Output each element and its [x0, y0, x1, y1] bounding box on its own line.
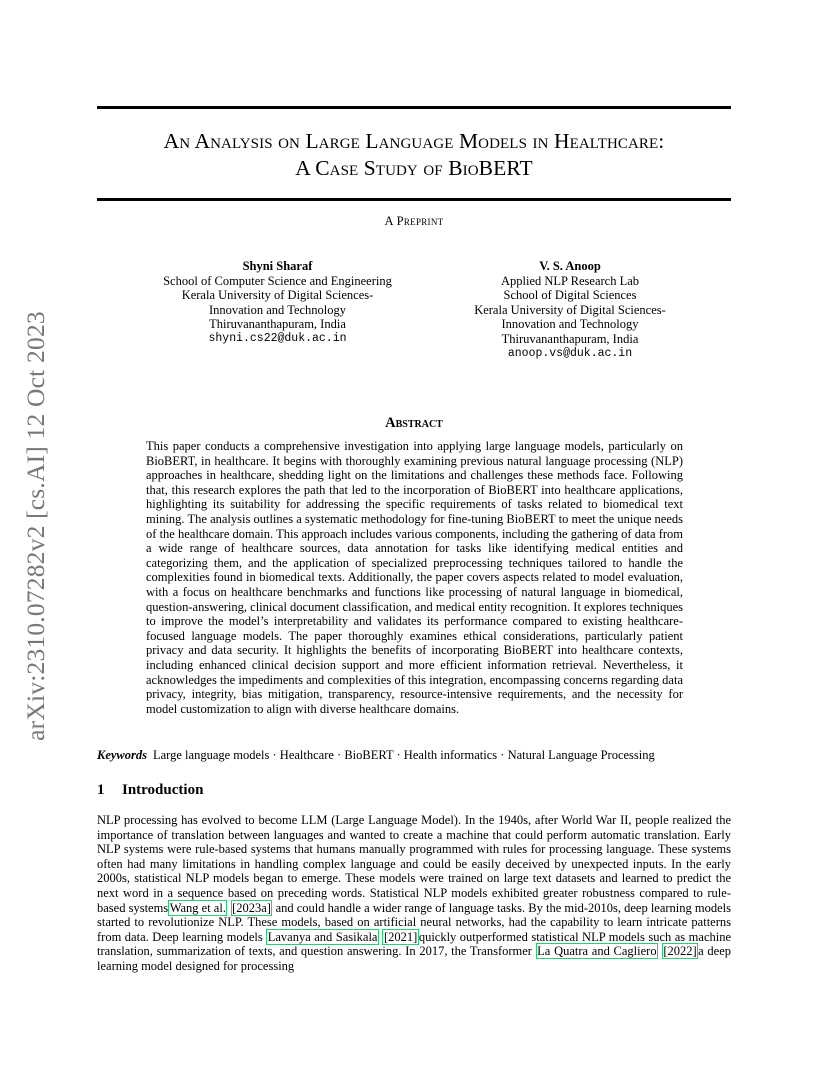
section-title: Introduction: [122, 782, 204, 798]
author-affiliation-line: Innovation and Technology: [501, 317, 639, 332]
intro-paragraph: [97, 813, 731, 974]
author-affiliation-line: School of Digital Sciences: [503, 288, 637, 303]
intro-text: and could handle a wider range of language tasks. By the mid-2010s, deep learning models started to revolutionize NLP. These models, based on artificial neural networks, had the capability to learn intricate patterns from data. Deep learning models: [97, 900, 732, 944]
paper-title: [97, 128, 731, 182]
citation-link[interactable]: [2021]: [383, 929, 418, 944]
author-block-2: [435, 259, 705, 361]
keywords-list: Large language models · Healthcare · BioBERT · Health informatics · Natural Language Processing: [153, 748, 655, 762]
citation-link[interactable]: [2022]: [663, 944, 697, 959]
author-name: Shyni Sharaf: [242, 259, 313, 273]
citation-link[interactable]: La Quatra and Cagliero: [537, 944, 657, 959]
author-affiliation-line: Thiruvananthapuram, India: [209, 317, 346, 332]
preprint-label: A Preprint: [384, 214, 444, 228]
author-affiliation-line: Thiruvananthapuram, India: [501, 331, 639, 346]
author-email[interactable]: anoop.vs@duk.ac.in: [507, 346, 633, 360]
arxiv-identifier: arXiv:2310.07282v2 [cs.AI] 12 Oct 2023: [21, 311, 50, 741]
keywords-label: Keywords: [97, 748, 147, 762]
intro-text: a deep learning model designed for processing: [97, 944, 731, 973]
intro-text: NLP processing has evolved to become LLM (Large Language Model). In the 1940s, after World War II, people realized the importance of translation between languages and wanted to create a machine that could perform automatic translation. Early NLP systems were rule-based systems that humans manually programmed with rules for processing language. These systems often had many limitations in handling complex language and could be easily deceived by unexpected inputs. In the early 2000s, statistical NLP models began to emerge. These models were trained on large text datasets and learned to predict the next word in a sequence based on preceding words. Statistical NLP models exhibited greater robustness compared to rule-based systems: [97, 813, 731, 915]
author-affiliation-line: Innovation and Technology: [208, 302, 347, 317]
citation-link[interactable]: [2023a]: [232, 900, 271, 915]
intro-text: quickly outperformed statistical NLP models such as machine translation, summarization of texts, and question answering. In 2017, the Transformer: [97, 929, 732, 959]
author-affiliation-line: Kerala University of Digital Sciences-: [474, 302, 666, 317]
arxiv-sidebar: [8, 296, 64, 756]
citation-link[interactable]: Lavanya and Sasikala: [267, 929, 378, 944]
title-line-1: An Analysis on Large Language Models in Healthcare:: [163, 129, 665, 153]
abstract-heading: Abstract: [385, 415, 443, 431]
section-number: 1: [97, 782, 105, 798]
author-block-1: [120, 259, 435, 347]
author-affiliation-line: School of Computer Science and Engineering: [163, 273, 392, 288]
citation-link[interactable]: Wang et al.: [169, 900, 226, 915]
author-affiliation-line: Kerala University of Digital Sciences-: [181, 288, 374, 303]
author-name: V. S. Anoop: [539, 259, 601, 273]
author-affiliation-line: Applied NLP Research Lab: [500, 273, 640, 288]
top-rule: [97, 106, 731, 109]
title-line-2: A Case Study of BioBERT: [295, 156, 533, 180]
section-heading: [97, 782, 203, 799]
author-email[interactable]: shyni.cs22@duk.ac.in: [208, 331, 347, 345]
title-bottom-rule: [97, 198, 731, 201]
keywords-line: [97, 748, 731, 763]
abstract-text: This paper conducts a comprehensive investigation into applying large language models, particularly on BioBERT, in healthcare. It begins with thoroughly examining previous natural language processing (NLP) approaches in healthcare, shedding light on the limitations and challenges these methods face. Following that, this research explores the path that led to the incorporation of BioBERT into healthcare applications, highlighting its suitability for addressing the specific requirements of tasks related to biomedical text mining. The analysis outlines a systematic methodology for fine-tuning BioBERT to meet the unique needs of the healthcare domain. This approach includes various components, including the gathering of data from a wide range of healthcare sources, data annotation for tasks like identifying medical entities and categorizing them, and the application of specialized preprocessing techniques tailored to handle the complexities found in biomedical texts. Additionally, the paper covers aspects related to model evaluation, with a focus on healthcare benchmarks and functions like processing of natural language in biomedical, question-answering, clinical document classification, and medical entity recognition. It explores techniques to improve the model’s interpretability and validates its performance compared to existing healthcare-focused language models. The paper thoroughly examines ethical considerations, particularly patient privacy and data security. It highlights the benefits of incorporating BioBERT into healthcare contexts, including enhanced clinical decision support and more efficient information retrieval. Nevertheless, it acknowledges the impediments and complexities of this integration, encompassing concerns regarding data privacy, integrity, bias mitigation, transparency, resource-intensive requirements, and the necessity for model customization to align with diverse healthcare domains.: [146, 439, 683, 716]
